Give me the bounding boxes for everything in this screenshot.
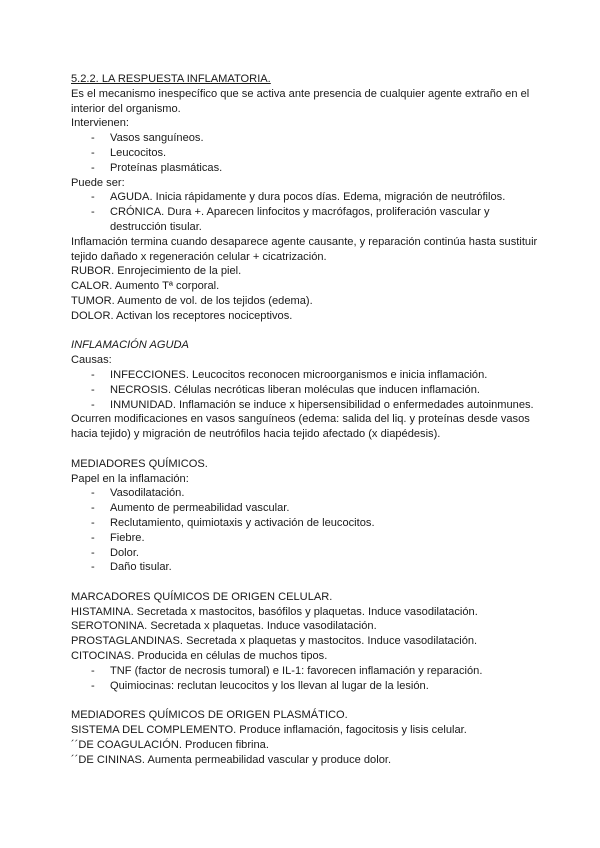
list-item: - Vasos sanguíneos.: [91, 131, 542, 146]
celular-line: [71, 605, 542, 620]
cambios-paragraph: Ocurren modificaciones en vasos sanguíneos (edema: salida del liq. y proteínas desde vasos hacia tejido) y migración de neutrófilos hacia tejido afectado (x diapédesis).: [71, 413, 530, 441]
line-text: . Produce inflamación, fagocitosis y lisis celular.: [233, 724, 467, 737]
spacer: [71, 575, 542, 590]
line-text: . Secretada x plaquetas y mastocitos. Induce vasodilatación.: [179, 635, 478, 648]
item-text: Leucocitos reconocen microorganismos e inicia inflamación.: [188, 368, 488, 381]
item-lead: NECROSIS.: [110, 383, 172, 396]
intervienen-label: Intervienen:: [71, 117, 129, 130]
plasmatico-line: [71, 738, 542, 753]
list-item: - Leucocitos.: [91, 146, 542, 161]
list-item: - Dolor.: [91, 546, 542, 561]
list-item: [91, 368, 542, 383]
termina-paragraph: Inflamación termina cuando desaparece agente causante, y reparación continúa hasta sustituir tejido dañado x regeneración celular + cicatrización.: [71, 235, 538, 263]
plasmatico-heading: MEDIADORES QUÍMICOS DE ORIGEN PLASMÁTICO.: [71, 709, 348, 722]
signo-lead: TUMOR: [71, 294, 112, 307]
line-text: . Secretada x plaquetas. Induce vasodilatación.: [144, 620, 377, 633]
causas-list: [71, 368, 542, 412]
list-item: [91, 383, 542, 398]
section-heading: 5.2.2. LA RESPUESTA INFLAMATORIA.: [71, 73, 271, 85]
celular-line: [71, 634, 542, 649]
line-lead: ´´DE CININAS: [71, 753, 142, 766]
plasmatico-line: [71, 723, 542, 738]
line-text: . Aumenta permeabilidad vascular y produce dolor.: [141, 753, 392, 766]
signo-lead: DOLOR: [71, 309, 111, 322]
line-text: . Secretada x mastocitos, basófilos y plaquetas. Induce vasodilatación.: [130, 605, 478, 618]
item-lead: CRÓNICA.: [110, 206, 165, 219]
list-item: [91, 190, 542, 205]
list-item: - TNF (factor de necrosis tumoral) e IL-1: favorecen inflamación y reparación.: [91, 664, 542, 679]
signo-line: [71, 294, 542, 309]
plasmatico-line: [71, 753, 542, 768]
line-lead: HISTAMINA: [71, 605, 131, 618]
item-text: Inflamación se induce x hipersensibilidad o enfermedades autoinmunes.: [175, 398, 534, 411]
signo-line: [71, 264, 542, 279]
item-text: Células necróticas liberan moléculas que inducen inflamación.: [171, 383, 480, 396]
item-text: Dura +. Aparecen linfocitos y macrófagos, proliferación vascular y destrucción tisular.: [110, 206, 490, 233]
papel-label: Papel en la inflamación:: [71, 472, 189, 485]
intervienen-list: [71, 131, 542, 175]
signo-line: [71, 309, 542, 324]
signo-lead: RUBOR: [71, 265, 112, 278]
mediadores-heading: MEDIADORES QUÍMICOS.: [71, 457, 208, 470]
line-text: . Producida en células de muchos tipos.: [131, 650, 328, 663]
list-item: - Aumento de permeabilidad vascular.: [91, 501, 542, 516]
line-lead: PROSTAGLANDINAS: [71, 635, 180, 648]
signo-text: . Aumento de vol. de los tejidos (edema).: [111, 294, 313, 307]
list-item: - Fiebre.: [91, 531, 542, 546]
signo-line: [71, 279, 542, 294]
spacer: [71, 324, 542, 339]
line-lead: ´´DE COAGULACIÓN: [71, 738, 179, 751]
line-lead: SEROTONINA: [71, 620, 145, 633]
spacer: [71, 442, 542, 457]
signo-lead: CALOR: [71, 280, 110, 293]
celular-heading: MARCADORES QUÍMICOS DE ORIGEN CELULAR.: [71, 590, 333, 603]
list-item: - Reclutamiento, quimiotaxis y activación de leucocitos.: [91, 516, 542, 531]
celular-line: [71, 649, 542, 664]
spacer: [71, 693, 542, 708]
puede-ser-label: Puede ser:: [71, 176, 125, 189]
puede-ser-list: [71, 190, 542, 234]
list-item: [91, 205, 542, 235]
list-item: - Proteínas plasmáticas.: [91, 161, 542, 176]
line-lead: SISTEMA DEL COMPLEMENTO: [71, 724, 234, 737]
celular-line: [71, 619, 542, 634]
item-lead: AGUDA.: [110, 191, 153, 204]
item-lead: INMUNIDAD.: [110, 398, 176, 411]
list-item: - Daño tisular.: [91, 560, 542, 575]
item-lead: INFECCIONES.: [110, 368, 189, 381]
list-item: - Quimiocinas: reclutan leucocitos y los llevan al lugar de la lesión.: [91, 679, 542, 694]
intro-paragraph: Es el mecanismo inespecífico que se activa ante presencia de cualquier agente extraño en el interior del organismo.: [71, 87, 530, 115]
signo-text: . Aumento Tª corporal.: [109, 280, 220, 293]
list-item: - Vasodilatación.: [91, 486, 542, 501]
aguda-heading: INFLAMACIÓN AGUDA: [71, 339, 189, 352]
item-text: Inicia rápidamente y dura pocos días. Edema, migración de neutrófilos.: [152, 191, 506, 204]
mediadores-list: [71, 486, 542, 575]
citocinas-list: [71, 664, 542, 694]
signo-text: . Activan los receptores nociceptivos.: [110, 309, 293, 322]
signo-text: . Enrojecimiento de la piel.: [111, 265, 242, 278]
line-lead: CITOCINAS: [71, 650, 132, 663]
causas-label: Causas:: [71, 354, 112, 367]
list-item: [91, 398, 542, 413]
line-text: . Producen fibrina.: [178, 738, 269, 751]
